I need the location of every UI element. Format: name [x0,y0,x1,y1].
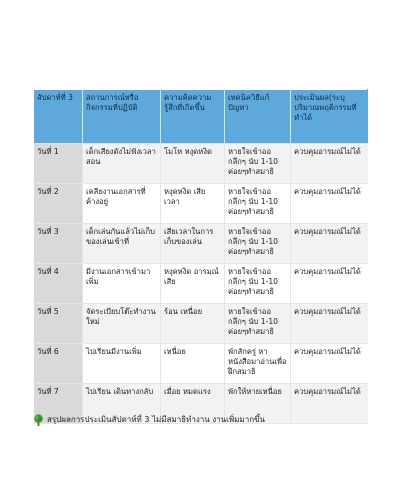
cell-technique: พักสักครู่ หาหนังสือมาอ่านเพื่อฝึกสมาธิ [225,344,291,384]
cell-technique: หายใจเข้าออกลึกๆ นับ 1-10 ค่อยๆทำสมาธิ [225,264,291,304]
cell-day: วันที่ 4 [34,264,83,304]
table-row [34,224,368,264]
cell-day: วันที่ 1 [34,144,83,184]
header-week: สัปดาห์ที่ 3 [34,90,83,144]
table-row [34,184,368,224]
cell-situation: เด็กเสียงดังไม่ฟังเวลาสอน [83,144,161,184]
cell-feeling: โมโห หงุดหงิด [161,144,225,184]
cell-technique: หายใจเข้าออกลึกๆ นับ 1-10 ค่อยๆทำสมาธิ [225,184,291,224]
cell-day: วันที่ 2 [34,184,83,224]
cell-day: วันที่ 7 [34,384,83,424]
cell-feeling: หงุดหงิด อารมณ์เสีย [161,264,225,304]
cell-technique: หายใจเข้าออกลึกๆ นับ 1-10 ค่อยๆทำสมาธิ [225,304,291,344]
cell-evaluation: ควบคุมอารมณ์ไม่ได้ [291,304,368,344]
cell-feeling: เหนื่อย [161,344,225,384]
header-evaluation: ประเมินผล(ระบุปริมาณพฤติกรรมที่ทำได้ [291,90,368,144]
cell-feeling: หงุดหงิด เสียเวลา [161,184,225,224]
cell-situation: มีงานเอกสารเข้ามาเพิ่ม [83,264,161,304]
cell-feeling: ร้อน เหนื่อย [161,304,225,344]
cell-feeling: เมื่อย หมดแรง [161,384,225,424]
table-row [34,304,368,344]
table-row [34,144,368,184]
cell-technique: พักให้หายเหนื่อย [225,384,291,424]
cell-situation: จัดระเบียบโต๊ะทำงานใหม่ [83,304,161,344]
cell-day: วันที่ 6 [34,344,83,384]
cell-feeling: เสียเวลาในการเก็บของเล่น [161,224,225,264]
cell-situation: ไปเรียน เดินทางกลับ [83,384,161,424]
cell-evaluation: ควบคุมอารมณ์ไม่ได้ [291,384,368,424]
header-situation: สถานการณ์หรือกิจกรรมที่ปฏิบัติ [83,90,161,144]
cell-evaluation: ควบคุมอารมณ์ไม่ได้ [291,264,368,304]
table-row [34,264,368,304]
cell-evaluation: ควบคุมอารมณ์ไม่ได้ [291,224,368,264]
cell-evaluation: ควบคุมอารมณ์ไม่ได้ [291,344,368,384]
cell-evaluation: ควบคุมอารมณ์ไม่ได้ [291,184,368,224]
summary-line [33,414,373,426]
tree-icon [33,414,44,426]
cell-situation: เด็กเล่นกันแล้วไม่เก็บของเล่นเข้าที่ [83,224,161,264]
summary-text: สรุปผลการประเมินสัปดาห์ที่ 3 ไม่มีสมาธิทำงาน งานเพิ่มมากขึ้น [47,415,265,424]
cell-technique: หายใจเข้าออกลึกๆ นับ 1-10 ค่อยๆทำสมาธิ [225,144,291,184]
weekly-log-table [33,89,368,424]
cell-situation: ไปเรียนมีงานเพิ่ม [83,344,161,384]
cell-day: วันที่ 3 [34,224,83,264]
cell-day: วันที่ 5 [34,304,83,344]
header-technique: เทคนิควิธีแก้ปัญหา [225,90,291,144]
cell-technique: หายใจเข้าออกลึกๆ นับ 1-10 ค่อยๆทำสมาธิ [225,224,291,264]
cell-situation: เคลียงานเอกสารที่ค้างอยู่ [83,184,161,224]
table-row [34,344,368,384]
table-header-row [34,90,368,144]
cell-evaluation: ควบคุมอารมณ์ไม่ได้ [291,144,368,184]
header-feeling: ความคิดความรู้สึกที่เกิดขึ้น [161,90,225,144]
